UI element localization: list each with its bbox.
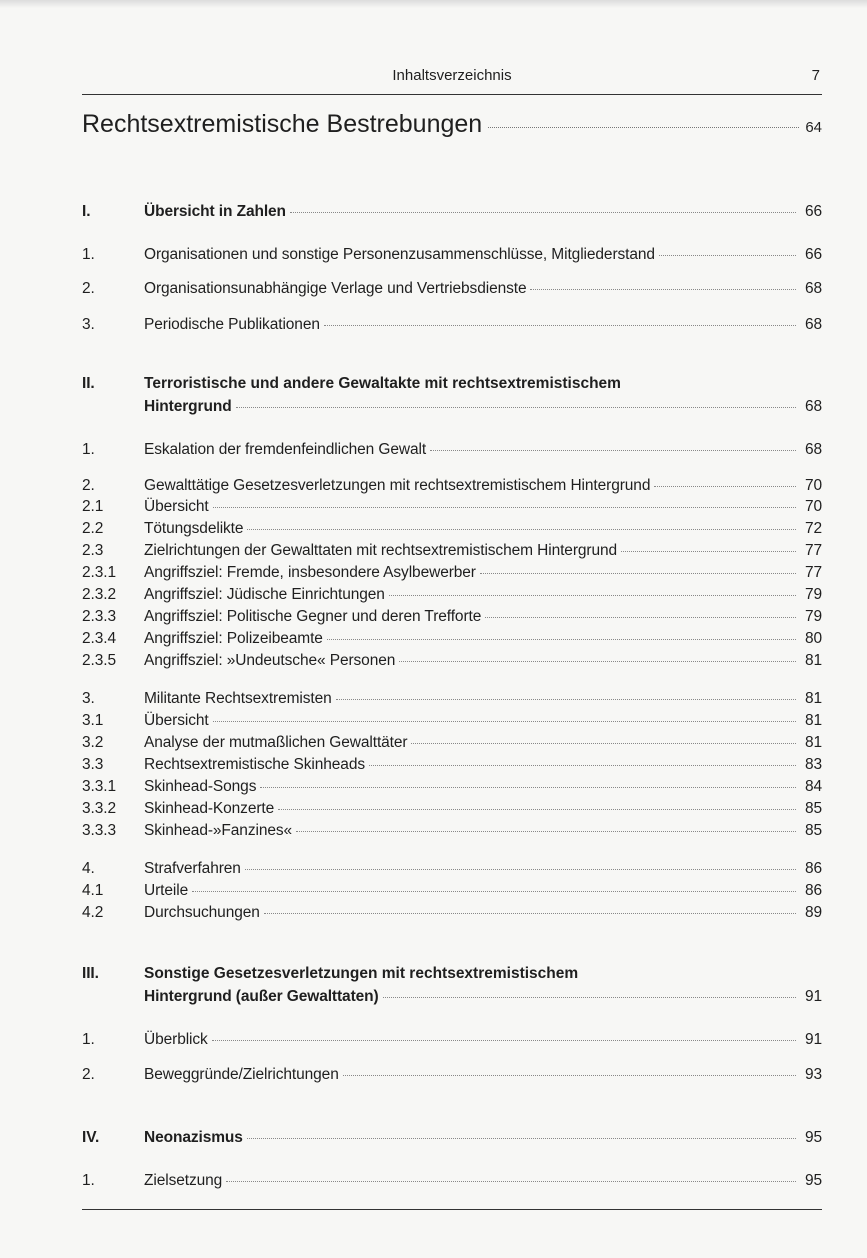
dot-leader bbox=[430, 450, 796, 451]
toc-page: 89 bbox=[804, 904, 822, 921]
dot-leader bbox=[212, 1040, 796, 1041]
toc-number: 4.2 bbox=[82, 904, 104, 921]
dot-leader bbox=[336, 699, 796, 700]
dot-leader bbox=[247, 1138, 796, 1139]
toc-entry[interactable] bbox=[82, 1172, 822, 1192]
header-page-number: 7 bbox=[811, 67, 820, 84]
toc-page: 70 bbox=[804, 477, 822, 494]
toc-number: 1. bbox=[82, 1172, 95, 1189]
toc-number: III. bbox=[82, 965, 99, 982]
toc-number: 2.3.2 bbox=[82, 586, 116, 603]
dot-leader bbox=[226, 1181, 796, 1182]
toc-entry[interactable] bbox=[82, 904, 822, 924]
toc-entry-section-3[interactable] bbox=[82, 988, 822, 1008]
toc-title: Skinhead-Konzerte bbox=[144, 800, 275, 817]
toc-page: 66 bbox=[804, 203, 822, 220]
toc-entry-section-2[interactable] bbox=[82, 398, 822, 418]
toc-page: 79 bbox=[804, 586, 822, 603]
main-title: Rechtsextremistische Bestrebungen bbox=[82, 110, 483, 138]
dot-leader bbox=[488, 127, 799, 128]
toc-page: 91 bbox=[804, 1031, 822, 1048]
toc-title: Organisationsunabhängige Verlage und Vertriebsdienste bbox=[144, 280, 527, 297]
toc-entry[interactable] bbox=[82, 608, 822, 628]
toc-entry[interactable] bbox=[82, 734, 822, 754]
toc-number: 2. bbox=[82, 1066, 95, 1083]
toc-title: Durchsuchungen bbox=[144, 904, 260, 921]
toc-title: Tötungsdelikte bbox=[144, 520, 244, 537]
page-edge-shadow bbox=[0, 0, 867, 8]
toc-title: Hintergrund (außer Gewalttaten) bbox=[144, 988, 379, 1005]
dot-leader bbox=[389, 595, 796, 596]
toc-title: Analyse der mutmaßlichen Gewalttäter bbox=[144, 734, 408, 751]
toc-title: Skinhead-»Fanzines« bbox=[144, 822, 293, 839]
toc-title: Angriffsziel: »Undeutsche« Personen bbox=[144, 652, 396, 669]
dot-leader bbox=[399, 661, 796, 662]
toc-entry[interactable] bbox=[82, 316, 822, 336]
toc-title: Periodische Publikationen bbox=[144, 316, 320, 333]
toc-title: Hintergrund bbox=[144, 398, 232, 415]
toc-page: 79 bbox=[804, 608, 822, 625]
toc-entry[interactable] bbox=[82, 280, 822, 300]
toc-number: 3.1 bbox=[82, 712, 104, 729]
toc-number: 4. bbox=[82, 860, 95, 877]
toc-entry-section-4[interactable] bbox=[82, 1129, 822, 1149]
toc-page: 86 bbox=[804, 860, 822, 877]
dot-leader bbox=[278, 809, 796, 810]
dot-leader bbox=[264, 913, 796, 914]
dot-leader bbox=[213, 721, 796, 722]
dot-leader bbox=[369, 765, 796, 766]
dot-leader bbox=[324, 325, 796, 326]
dot-leader bbox=[485, 617, 796, 618]
toc-page: 72 bbox=[804, 520, 822, 537]
toc-entry[interactable] bbox=[82, 520, 822, 540]
toc-number-section-2 bbox=[82, 375, 142, 395]
toc-number: IV. bbox=[82, 1129, 100, 1146]
toc-title: Zielsetzung bbox=[144, 1172, 223, 1189]
toc-page: 66 bbox=[804, 246, 822, 263]
toc-title: Übersicht in Zahlen bbox=[144, 203, 286, 220]
running-header bbox=[82, 64, 822, 88]
toc-page: 81 bbox=[804, 652, 822, 669]
toc-page: 81 bbox=[804, 712, 822, 729]
toc-entry[interactable] bbox=[82, 690, 822, 710]
toc-number: I. bbox=[82, 203, 91, 220]
toc-page: 80 bbox=[804, 630, 822, 647]
toc-number: 2. bbox=[82, 280, 95, 297]
toc-page: 85 bbox=[804, 822, 822, 839]
toc-entry[interactable] bbox=[82, 1031, 822, 1051]
toc-title: Neonazismus bbox=[144, 1129, 243, 1146]
toc-entry[interactable] bbox=[82, 822, 822, 842]
toc-title: Übersicht bbox=[144, 498, 209, 515]
toc-number: 3.3.1 bbox=[82, 778, 116, 795]
dot-leader bbox=[411, 743, 796, 744]
toc-number: II. bbox=[82, 375, 95, 392]
toc-entry[interactable] bbox=[82, 586, 822, 606]
toc-number: 2.3 bbox=[82, 542, 104, 559]
toc-title: Zielrichtungen der Gewalttaten mit rechtsextremistischem Hintergrund bbox=[144, 542, 618, 559]
toc-entry[interactable] bbox=[82, 564, 822, 584]
toc-entry[interactable] bbox=[82, 882, 822, 902]
dot-leader bbox=[343, 1075, 796, 1076]
toc-number: 4.1 bbox=[82, 882, 104, 899]
toc-entry[interactable] bbox=[82, 246, 822, 266]
toc-page: 95 bbox=[804, 1172, 822, 1189]
toc-title: Rechtsextremistische Skinheads bbox=[144, 756, 365, 773]
toc-page: 68 bbox=[804, 441, 822, 458]
toc-page: 68 bbox=[804, 316, 822, 333]
toc-title-line1: Sonstige Gesetzesverletzungen mit rechtsextremistischem bbox=[144, 965, 579, 982]
main-title-entry[interactable] bbox=[82, 110, 822, 139]
main-title-page: 64 bbox=[805, 119, 822, 136]
toc-number: 1. bbox=[82, 441, 95, 458]
toc-entry[interactable] bbox=[82, 1066, 822, 1086]
dot-leader bbox=[213, 507, 796, 508]
toc-entry[interactable] bbox=[82, 542, 822, 562]
toc-number: 2.2 bbox=[82, 520, 104, 537]
toc-number: 2.3.5 bbox=[82, 652, 116, 669]
toc-page: 84 bbox=[804, 778, 822, 795]
toc-number: 2.1 bbox=[82, 498, 104, 515]
toc-number: 3.2 bbox=[82, 734, 104, 751]
toc-title: Beweggründe/Zielrichtungen bbox=[144, 1066, 339, 1083]
toc-entry[interactable] bbox=[82, 498, 822, 518]
toc-number: 3.3.2 bbox=[82, 800, 116, 817]
toc-entry[interactable] bbox=[82, 778, 822, 798]
toc-entry[interactable] bbox=[82, 712, 822, 732]
toc-page: 81 bbox=[804, 690, 822, 707]
toc-entry[interactable] bbox=[82, 630, 822, 650]
toc-title: Organisationen und sonstige Personenzusammenschlüsse, Mitgliederstand bbox=[144, 246, 655, 263]
dot-leader bbox=[659, 255, 796, 256]
toc-page: 68 bbox=[804, 398, 822, 415]
toc-number: 2.3.1 bbox=[82, 564, 116, 581]
header-title: Inhaltsverzeichnis bbox=[392, 67, 512, 84]
toc-number: 2.3.3 bbox=[82, 608, 116, 625]
header-rule bbox=[82, 94, 822, 95]
toc-title: Übersicht bbox=[144, 712, 209, 729]
toc-entry[interactable] bbox=[82, 652, 822, 672]
toc-entry[interactable] bbox=[82, 441, 822, 461]
toc-page: 85 bbox=[804, 800, 822, 817]
dot-leader bbox=[260, 787, 796, 788]
toc-title: Angriffsziel: Polizeibeamte bbox=[144, 630, 323, 647]
toc-page: 83 bbox=[804, 756, 822, 773]
toc-number: 1. bbox=[82, 1031, 95, 1048]
toc-entry[interactable] bbox=[82, 860, 822, 880]
dot-leader bbox=[245, 869, 796, 870]
toc-page: 70 bbox=[804, 498, 822, 515]
toc-page: 81 bbox=[804, 734, 822, 751]
footer-rule bbox=[82, 1209, 822, 1210]
dot-leader bbox=[290, 212, 796, 213]
dot-leader bbox=[296, 831, 796, 832]
toc-number: 2.3.4 bbox=[82, 630, 116, 647]
toc-entry-section-1[interactable] bbox=[82, 203, 822, 223]
dot-leader bbox=[327, 639, 796, 640]
toc-number: 2. bbox=[82, 477, 95, 494]
toc-title: Angriffsziel: Jüdische Einrichtungen bbox=[144, 586, 385, 603]
toc-number: 3.3 bbox=[82, 756, 104, 773]
dot-leader bbox=[480, 573, 796, 574]
toc-page: 95 bbox=[804, 1129, 822, 1146]
toc-title: Überblick bbox=[144, 1031, 208, 1048]
toc-page: 77 bbox=[804, 564, 822, 581]
toc-number: 3. bbox=[82, 316, 95, 333]
toc-page: 77 bbox=[804, 542, 822, 559]
toc-page: 68 bbox=[804, 280, 822, 297]
toc-entry[interactable] bbox=[82, 477, 822, 497]
toc-number-section-3 bbox=[82, 965, 142, 985]
toc-title: Angriffsziel: Fremde, insbesondere Asylbewerber bbox=[144, 564, 476, 581]
toc-number: 3. bbox=[82, 690, 95, 707]
toc-title: Gewalttätige Gesetzesverletzungen mit rechtsextremistischem Hintergrund bbox=[144, 477, 651, 494]
toc-title: Strafverfahren bbox=[144, 860, 241, 877]
toc-title: Urteile bbox=[144, 882, 189, 899]
toc-entry[interactable] bbox=[82, 756, 822, 776]
toc-title: Angriffsziel: Politische Gegner und deren Trefforte bbox=[144, 608, 482, 625]
toc-title: Militante Rechtsextremisten bbox=[144, 690, 332, 707]
toc-page: 91 bbox=[804, 988, 822, 1005]
dot-leader bbox=[247, 529, 796, 530]
dot-leader bbox=[621, 551, 796, 552]
dot-leader bbox=[192, 891, 796, 892]
toc-page: 86 bbox=[804, 882, 822, 899]
toc-title: Skinhead-Songs bbox=[144, 778, 257, 795]
toc-number: 3.3.3 bbox=[82, 822, 116, 839]
toc-page: 93 bbox=[804, 1066, 822, 1083]
toc-title-line1: Terroristische und andere Gewaltakte mit rechtsextremistischem bbox=[144, 375, 621, 392]
dot-leader bbox=[530, 289, 796, 290]
toc-entry[interactable] bbox=[82, 800, 822, 820]
toc-number: 1. bbox=[82, 246, 95, 263]
dot-leader bbox=[236, 407, 796, 408]
dot-leader bbox=[654, 486, 796, 487]
dot-leader bbox=[383, 997, 796, 998]
toc-title: Eskalation der fremdenfeindlichen Gewalt bbox=[144, 441, 427, 458]
